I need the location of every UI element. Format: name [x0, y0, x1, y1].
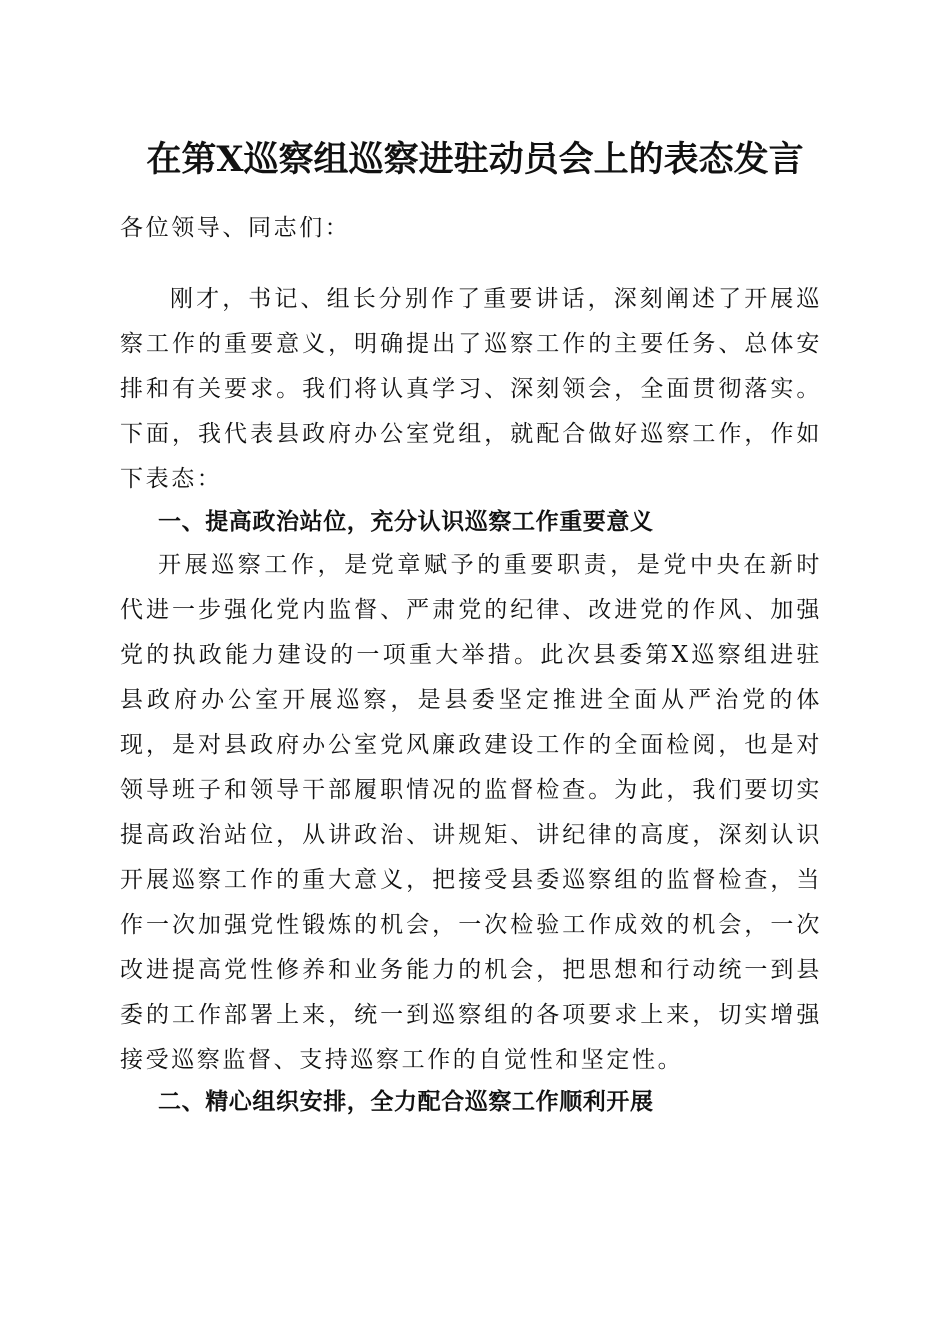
- section-heading-2: 二、精心组织安排，全力配合巡察工作顺利开展: [158, 1089, 654, 1115]
- paragraph-section-1: 开展巡察工作，是党章赋予的重要职责，是党中央在新时代进一步强化党内监督、严肃党的纪律、改进党的作风、加强党的执政能力建设的一项重大举措。此次县委第X巡察组进驻县政府办公室开展巡察，是县委坚定推进全面从严治党的体现，是对县政府办公室党风廉政建设工作的全面检阅，也是对领导班子和领导干部履职情况的监督检查。为此，我们要切实提高政治站位，从讲政治、讲规矩、讲纪律的高度，深刻认识开展巡察工作的重大意义，把接受县委巡察组的监督检查，当作一次加强党性锻炼的机会，一次检验工作成效的机会，一次改进提高党性修养和业务能力的机会，把思想和行动统一到县委的工作部署上来，统一到巡察组的各项要求上来，切实增强接受巡察监督、支持巡察工作的自觉性和坚定性。: [120, 552, 822, 1073]
- document-title: 在第X巡察组巡察进驻动员会上的表态发言: [146, 139, 804, 180]
- section-heading-1: 一、提高政治站位，充分认识巡察工作重要意义: [158, 509, 654, 535]
- paragraph-intro: 刚才，书记、组长分别作了重要讲话，深刻阐述了开展巡察工作的重要意义，明确提出了巡察工作的主要任务、总体安排和有关要求。我们将认真学习、深刻领会，全面贯彻落实。下面，我代表县政府办公室党组，就配合做好巡察工作，作如下表态：: [120, 286, 822, 492]
- salutation: 各位领导、同志们：: [120, 215, 351, 241]
